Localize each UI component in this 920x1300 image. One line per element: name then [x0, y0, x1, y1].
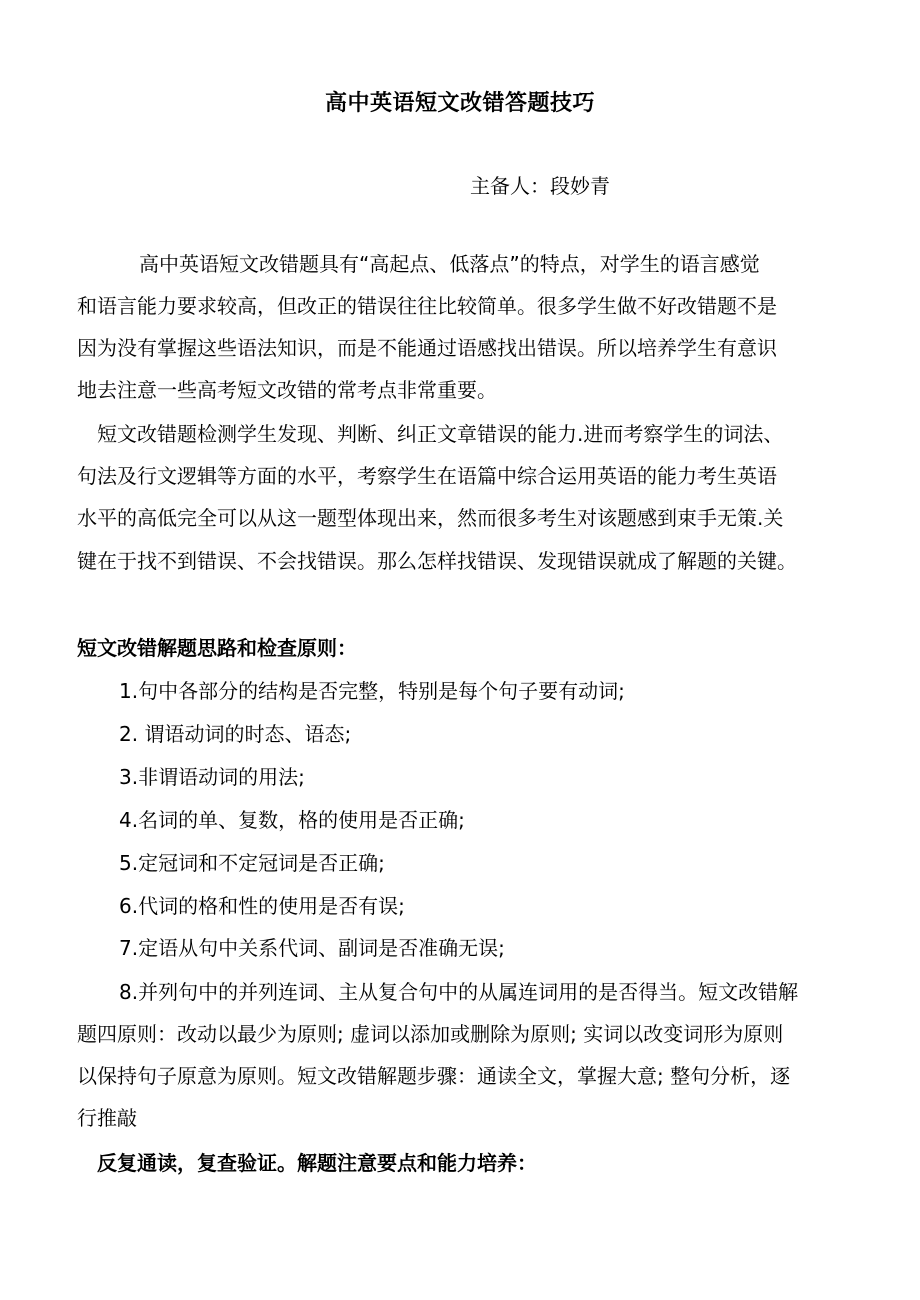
author-line: 主备人：段妙青 [470, 174, 610, 198]
continuation-line: 行推敲 [77, 1106, 137, 1130]
principle-item: 2. 谓语动词的时态、语态; [119, 722, 352, 746]
continuation-line: 以保持句子原意为原则。短文改错解题步骤：通读全文，掌握大意; 整句分析，逐 [77, 1064, 791, 1088]
section-heading: 短文改错解题思路和检查原则： [77, 636, 357, 660]
paragraph-line: 句法及行文逻辑等方面的水平，考察学生在语篇中综合运用英语的能力考生英语 [77, 464, 777, 488]
paragraph-line: 水平的高低完全可以从这一题型体现出来，然而很多考生对该题感到束手无策.关 [77, 506, 784, 530]
principle-item: 6.代词的格和性的使用是否有误; [119, 894, 405, 918]
final-heading: 反复通读，复查验证。解题注意要点和能力培养： [97, 1151, 537, 1175]
intro-line: 和语言能力要求较高，但改正的错误往往比较简单。很多学生做不好改错题不是 [77, 294, 777, 318]
paragraph-line: 键在于找不到错误、不会找错误。那么怎样找错误、发现错误就成了解题的关键。 [77, 549, 797, 573]
continuation-line: 题四原则：改动以最少为原则; 虚词以添加或删除为原则; 实词以改变词形为原则 [77, 1022, 784, 1046]
intro-line: 因为没有掌握这些语法知识，而是不能通过语感找出错误。所以培养学生有意识 [77, 336, 777, 360]
intro-line: 地去注意一些高考短文改错的常考点非常重要。 [77, 378, 497, 402]
principle-item: 8.并列句中的并列连词、主从复合句中的从属连词用的是否得当。短文改错解 [119, 980, 799, 1004]
paragraph-line: 短文改错题检测学生发现、判断、纠正文章错误的能力.进而考察学生的词法、 [97, 422, 784, 446]
principle-item: 7.定语从句中关系代词、副词是否准确无误; [119, 936, 505, 960]
principle-item: 5.定冠词和不定冠词是否正确; [119, 851, 385, 875]
document-title: 高中英语短文改错答题技巧 [324, 91, 595, 116]
principle-item: 3.非谓语动词的用法; [119, 765, 305, 789]
principle-item: 4.名词的单、复数，格的使用是否正确; [119, 808, 465, 832]
principle-item: 1.句中各部分的结构是否完整，特别是每个句子要有动词; [119, 679, 625, 703]
intro-line: 高中英语短文改错题具有“高起点、低落点”的特点，对学生的语言感觉 [139, 252, 760, 276]
